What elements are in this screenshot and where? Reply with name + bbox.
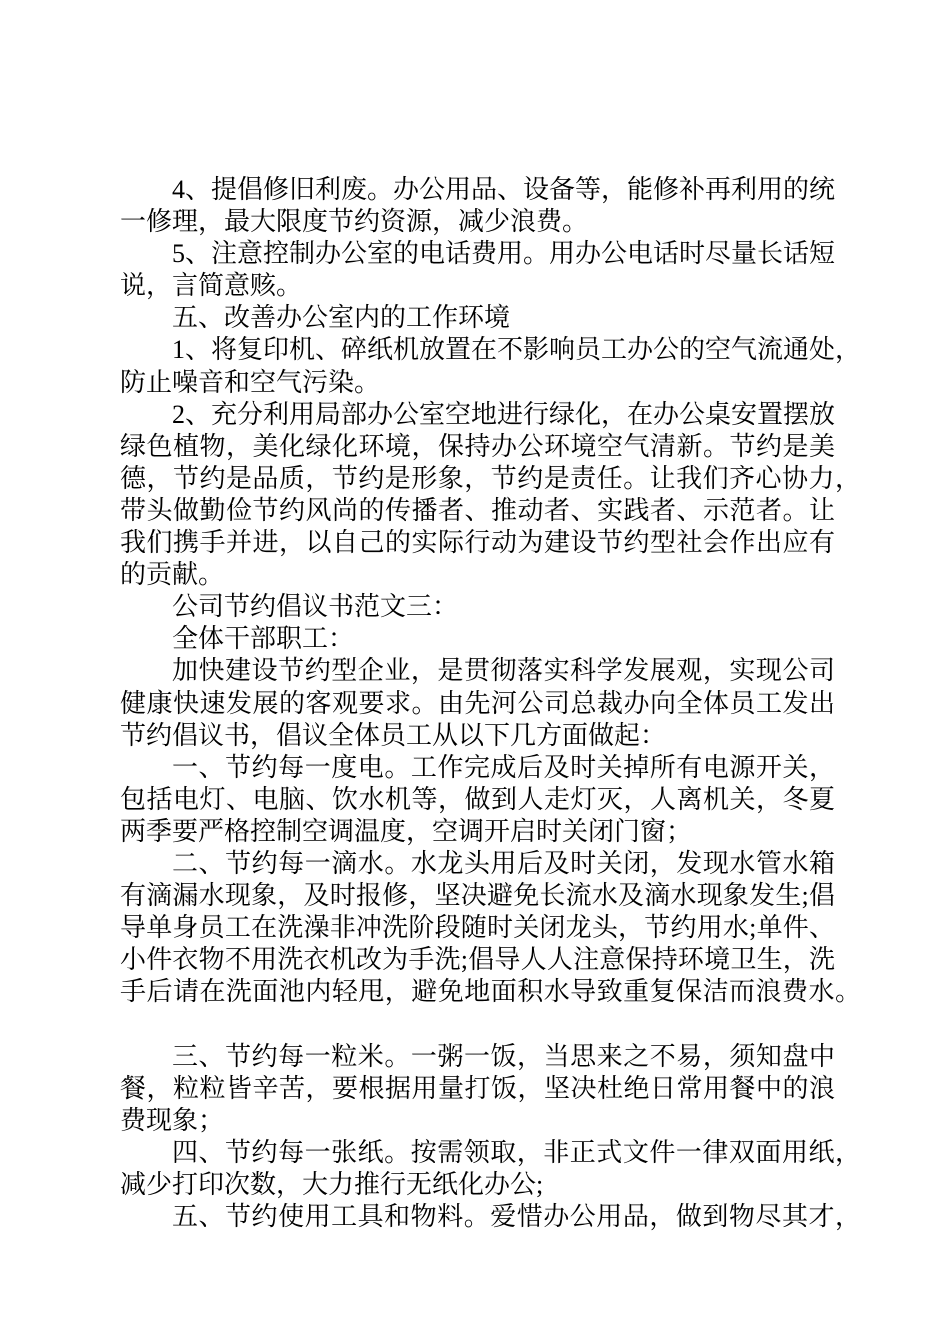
paragraph-repair-reuse [120,174,865,238]
text-line: 1、将复印机、碎纸机放置在不影响员工办公的空气流通处， [172,335,862,365]
text-line: 二、节约每一滴水。水龙头用后及时关闭，发现水管水箱 [172,848,835,878]
paragraph-phone-costs [120,238,865,302]
text-line: 全体干部职工： [172,624,355,654]
text-line: 餐，粒粒皆辛苦，要根据用量打饭，坚决杜绝日常用餐中的浪 [120,1073,835,1103]
text-line: 节约倡议书，倡议全体员工从以下几方面做起： [120,720,667,750]
text-line: 三、节约每一粒米。一粥一饭，当思来之不易，须知盘中 [172,1041,835,1071]
text-line: 五、节约使用工具和物料。爱惜办公用品，做到物尽其才， [172,1202,861,1231]
paragraph-save-paper [120,1137,865,1201]
paragraph-save-electricity [120,752,865,848]
text-line: 公司节约倡议书范文三： [172,592,459,622]
salutation [120,623,865,655]
blank-line [120,1008,865,1040]
text-line: 导单身员工在洗澡非冲洗阶段随时关闭龙头，节约用水;单件、 [120,913,835,943]
text-line: 两季要严格控制空调温度，空调开启时关闭门窗； [120,816,693,846]
text-line: 德，节约是品质，节约是形象，节约是责任。让我们齐心协力， [120,463,861,493]
document-body [120,174,865,1233]
text-line: 4、提倡修旧利废。办公用品、设备等，能修补再利用的统 [172,175,836,204]
text-line: 绿色植物，美化绿化环境，保持办公环境空气清新。节约是美 [120,431,835,461]
text-line: 防止噪音和空气污染。 [120,367,381,397]
text-line: 我们携手并进，以自己的实际行动为建设节约型社会作出应有 [120,528,835,558]
text-line: 四、节约每一张纸。按需领取，非正式文件一律双面用纸， [172,1137,861,1167]
text-line: 五、改善办公室内的工作环境 [172,303,511,333]
text-line: 有滴漏水现象，及时报修，坚决避免长流水及滴水现象发生;倡 [120,881,835,911]
paragraph-save-rice [120,1041,865,1137]
paragraph-copier-placement [120,334,865,398]
text-line: 5、注意控制办公室的电话费用。用办公电话时尽量长话短 [172,239,836,269]
text-line: 带头做勤俭节约风尚的传播者、推动者、实践者、示范者。让 [120,495,835,525]
text-line: 减少打印次数，大力推行无纸化办公; [120,1169,544,1199]
paragraph-save-tools [120,1201,865,1233]
text-line: 说，言简意赅。 [120,271,303,301]
paragraph-greening [120,399,865,592]
text-line: 小件衣物不用洗衣机改为手洗;倡导人人注意保持环境卫生，洗 [120,945,835,975]
text-line: 的贡献。 [120,560,225,590]
text-line: 包括电灯、电脑、饮水机等，做到人走灯灭，人离机关，冬夏 [120,784,835,814]
paragraph-intro [120,655,865,751]
text-line: 一修理，最大限度节约资源，减少浪费。 [120,207,589,237]
text-line: 加快建设节约型企业，是贯彻落实科学发展观，实现公司 [172,656,835,686]
text-line: 健康快速发展的客观要求。由先河公司总裁办向全体员工发出 [120,688,835,718]
text-line: 2、充分利用局部办公室空地进行绿化，在办公桌安置摆放 [172,399,836,429]
section-heading-work-environment [120,302,865,334]
paragraph-save-water [120,848,865,1008]
text-line: 手后请在洗面池内轻甩，避免地面积水导致重复保洁而浪费水。 [120,977,861,1007]
section-heading-proposal-three [120,591,865,623]
text-line: 一、节约每一度电。工作完成后及时关掉所有电源开关， [172,752,835,782]
text-line: 费现象； [120,1105,225,1135]
